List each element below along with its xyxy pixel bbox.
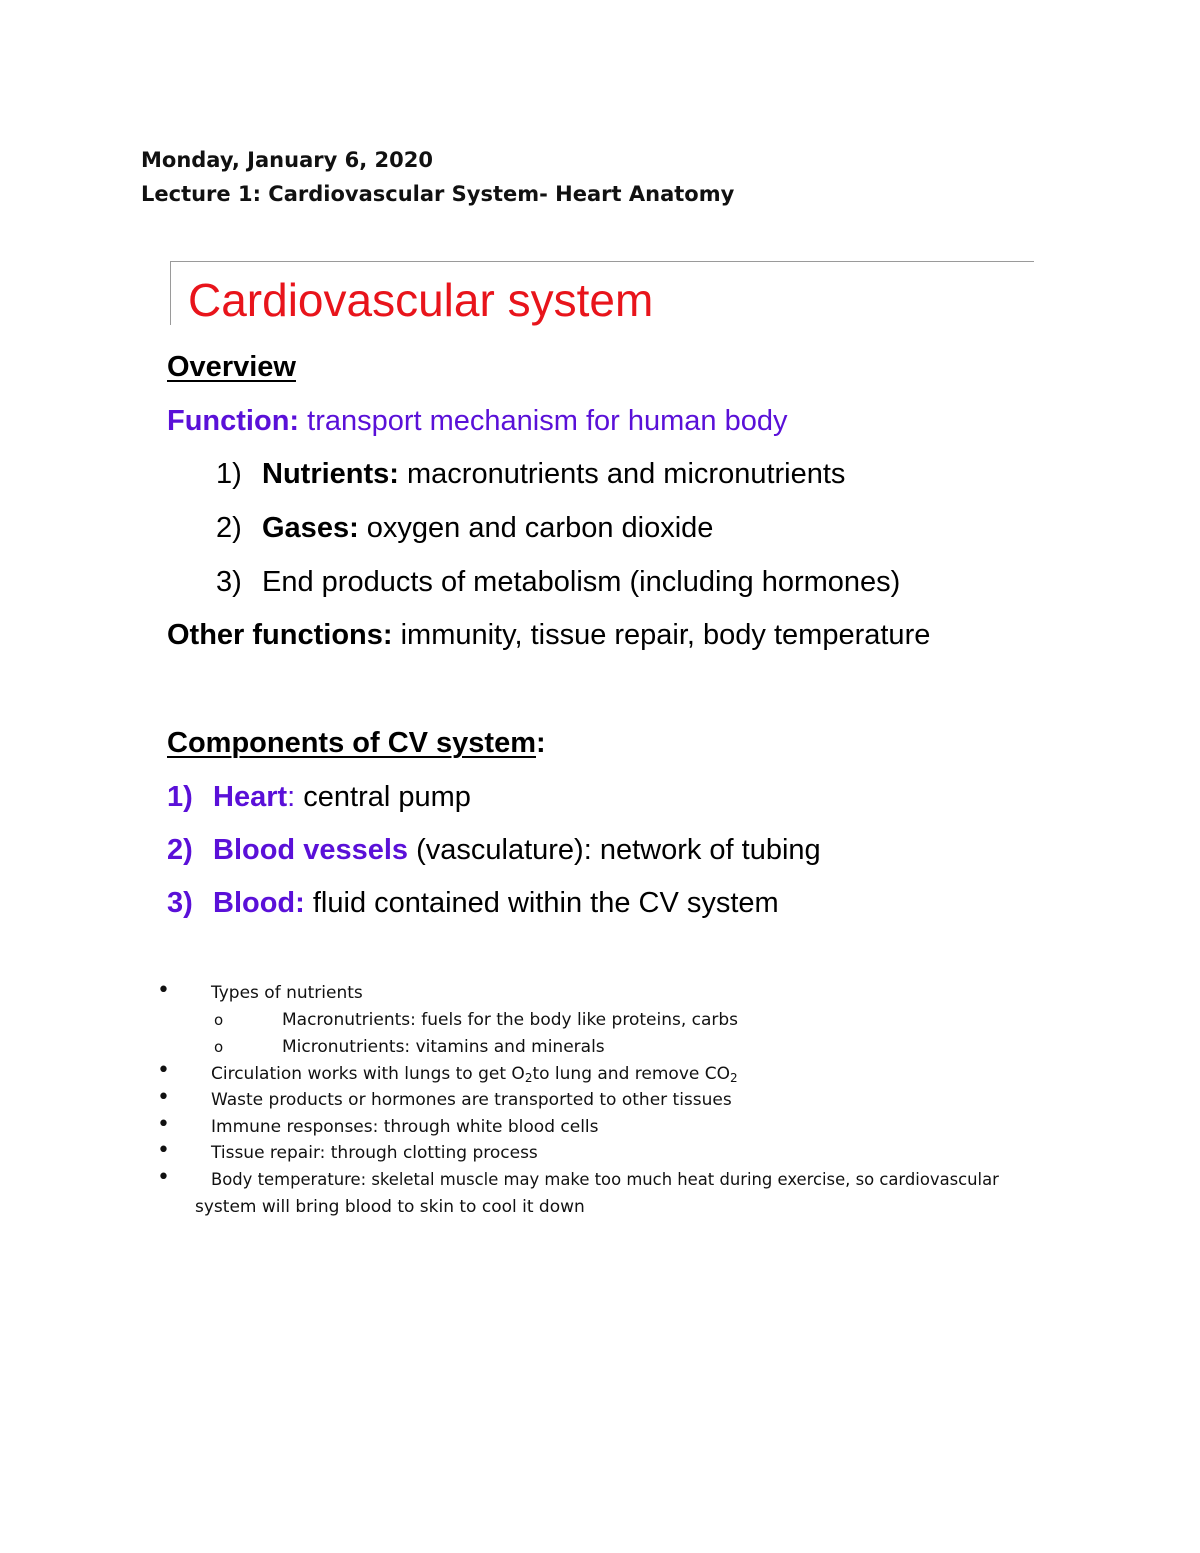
other-functions-text: immunity, tissue repair, body temperature — [392, 619, 931, 651]
note-macronutrients: Macronutrients: fuels for the body like proteins, carbs — [282, 1010, 739, 1030]
component-colon: : — [287, 781, 296, 813]
component-number: 3) — [167, 887, 193, 919]
slide-top-border — [170, 261, 1034, 262]
page-header — [141, 143, 734, 211]
components-heading-text: Components of CV system — [167, 727, 536, 759]
component-text: fluid contained within the CV system — [304, 887, 779, 919]
function-item-text: oxygen and carbon dioxide — [358, 512, 714, 544]
circulation-text-b: to lung and remove CO — [532, 1064, 730, 1084]
function-item-3 — [216, 564, 900, 600]
component-label: Blood: — [213, 887, 305, 919]
circulation-subscript-2: 2 — [730, 1071, 738, 1085]
function-item-number: 2) — [216, 512, 242, 544]
other-functions-line — [167, 617, 930, 653]
function-item-number: 3) — [216, 566, 242, 598]
circulation-text-a: Circulation works with lungs to get O — [211, 1064, 525, 1084]
function-item-text: macronutrients and micronutrients — [398, 458, 846, 490]
overview-heading-text: Overview — [167, 351, 296, 383]
function-item-number: 1) — [216, 458, 242, 490]
sub-bullet: o — [214, 1038, 224, 1056]
overview-heading — [167, 349, 296, 385]
slide-title: Cardiovascular system — [188, 274, 654, 326]
bullet: • — [157, 1112, 170, 1137]
function-item-label: Gases: — [262, 512, 359, 544]
note-body-temperature-line-1: Body temperature: skeletal muscle may make too much heat during exercise, so cardiovascular — [211, 1170, 999, 1189]
note-types-of-nutrients: Types of nutrients — [211, 983, 363, 1003]
sub-bullet: o — [214, 1011, 224, 1029]
note-micronutrients: Micronutrients: vitamins and minerals — [282, 1037, 605, 1057]
lecture-title: Lecture 1: Cardiovascular System- Heart Anatomy — [141, 182, 735, 206]
component-text: central pump — [295, 781, 471, 813]
function-item-label: End products of metabolism — [262, 566, 622, 598]
component-label: Blood vessels — [213, 834, 409, 866]
bullet: • — [157, 1138, 170, 1163]
bullet: • — [157, 1165, 170, 1190]
function-item-label: Nutrients: — [262, 458, 399, 490]
function-label: Function: — [167, 405, 300, 437]
note-body-temperature-line-2: system will bring blood to skin to cool it down — [195, 1197, 585, 1217]
slide-left-border — [170, 261, 171, 325]
component-heart — [167, 779, 471, 815]
components-heading-colon: : — [536, 727, 546, 759]
component-number: 2) — [167, 834, 193, 866]
bullet: • — [157, 1058, 170, 1083]
component-number: 1) — [167, 781, 193, 813]
other-functions-label: Other functions: — [167, 619, 393, 651]
component-label: Heart — [213, 781, 288, 813]
note-circulation — [211, 1063, 738, 1085]
circulation-subscript-1: 2 — [524, 1071, 533, 1085]
component-blood-vessels — [167, 832, 821, 868]
function-item-text: (including hormones) — [621, 566, 901, 598]
function-item-2 — [216, 510, 713, 546]
function-line — [167, 403, 787, 439]
note-tissue-repair: Tissue repair: through clotting process — [211, 1143, 538, 1163]
function-text: transport mechanism for human body — [299, 405, 788, 437]
component-blood — [167, 885, 779, 921]
component-text: (vasculature): network of tubing — [408, 834, 821, 866]
lecture-date: Monday, January 6, 2020 — [141, 148, 433, 172]
components-heading — [167, 725, 546, 761]
bullet: • — [157, 978, 170, 1003]
note-waste: Waste products or hormones are transported to other tissues — [211, 1090, 732, 1110]
function-item-1 — [216, 456, 845, 492]
bullet: • — [157, 1085, 170, 1110]
note-immune: Immune responses: through white blood cells — [211, 1117, 599, 1137]
